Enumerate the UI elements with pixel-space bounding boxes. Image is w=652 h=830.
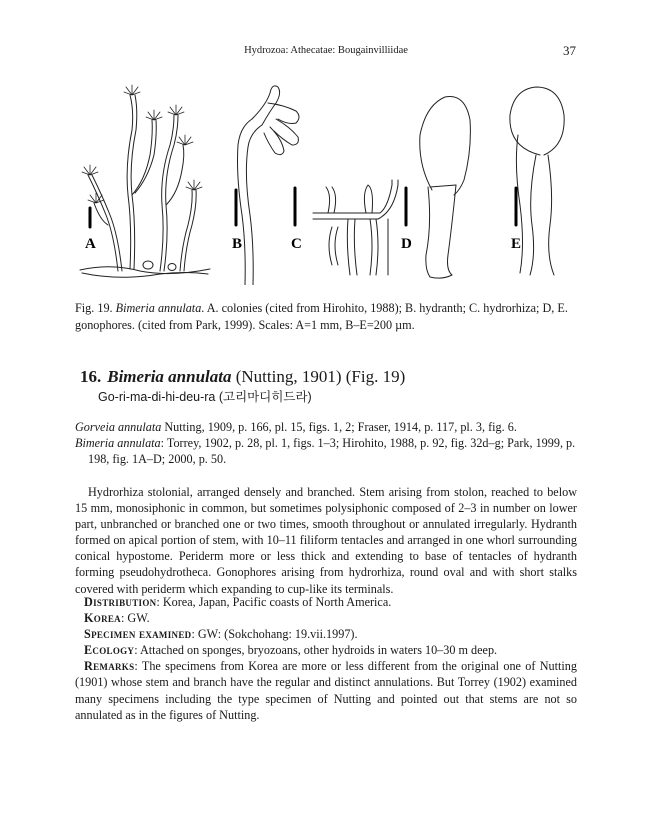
page-header [0,43,652,59]
remarks-text: : The specimens from Korea are more or less different from the original one of Nutting (1901) whose stem and branch have the regular and distinct annulations. But Torrey (1902) examined many specimens including the type specimen of Nutting and pointed out that stems are not so annulated as in the figures of Nutting. [75,659,577,722]
figure-drawings [70,75,582,285]
ecology-text: : Attached on sponges, bryozoans, other hydroids in waters 10–30 m deep. [134,643,498,658]
page-number: 37 [563,43,576,58]
synonym-ref: Nutting, 1909, p. 166, pl. 15, figs. 1, 2; Fraser, 1914, p. 117, pl. 3, fig. 6. [161,420,517,434]
panel-b-hydranth-drawing [236,86,299,285]
species-heading [80,366,580,406]
species-number: 16. [80,367,102,386]
synonym-name: Gorveia annulata [75,420,162,434]
species-name: Bimeria annulata [107,367,232,386]
caption-text: . A. colonies (cited from Hirohito, 1988); B. hydranth; C. hydrorhiza; D, E. gonophores. (cited from Park, 1999). Scales: A=1 mm, B–E=200 µm. [75,301,568,332]
species-title [80,366,580,388]
figure-19 [70,75,582,285]
species-sections [75,594,577,723]
caption-species: Bimeria annulata [115,301,202,315]
distribution-section [75,594,577,610]
caption-fig-label: Fig. 19. [75,301,113,315]
panel-e-label: E [511,236,522,252]
korea-section [75,610,577,626]
figure-caption [75,300,577,333]
specimen-section [75,626,577,642]
synonym-name: Bimeria annulata [75,436,161,450]
synonym-ref: : Torrey, 1902, p. 28, pl. 1, figs. 1–3; Hirohito, 1988, p. 92, fig. 32d–g; Park, 1999, p. 198, fig. 1A–D; 2000, p. 50. [88,436,576,466]
specimen-label: Specimen examined [84,627,192,642]
synonym-entry [75,419,577,435]
korean-name: Go-ri-ma-di-hi-deu-ra (고리마디히드라) [98,390,312,404]
species-authority: (Nutting, 1901) (Fig. 19) [231,367,406,386]
remarks-section [75,658,577,722]
korea-label: Korea [84,611,121,626]
synonymy [75,419,577,467]
synonym-entry [75,435,577,467]
panel-a-colony-drawing [80,85,210,277]
species-description: Hydrorhiza stolonial, arranged densely and branched. Stem arising from stolon, reached to below 15 mm, monosiphonic in common, but sometimes polysiphonic composed of 2–3 in number on lower part, unbranched or branched one or two times, smooth throughout or annulated irregularly. Hydranth formed on apical portion of stem, with 10–11 filiform tentacles and arranged in one whorl surrounding conical hypostome. Periderm more or less thick and extending to base of tentacles of hydranth forming pseudohydrotheca. Gonophores arising from hydrorhiza, round oval and with short stalks covered with periderm which expanding to cup-like its terminals. [75,485,577,596]
panel-d-label: D [401,236,412,252]
panel-b-label: B [232,236,243,252]
distribution-label: Distribution [84,595,157,609]
running-head: Hydrozoa: Athecatae: Bougainvilliidae [244,45,408,56]
panel-c-label: C [291,236,302,252]
distribution-text: : Korea, Japan, Pacific coasts of North America. [156,595,392,609]
panel-c-hydrorhiza-drawing [295,180,398,275]
korea-text: : GW. [120,611,150,626]
panel-a-label: A [85,236,96,252]
remarks-label: Remarks [84,659,135,674]
ecology-label: Ecology [84,643,135,658]
ecology-section [75,642,577,658]
panel-d-gonophore-drawing [406,96,470,278]
specimen-text: : GW: (Sokchohang: 19.vii.1997). [191,627,358,642]
